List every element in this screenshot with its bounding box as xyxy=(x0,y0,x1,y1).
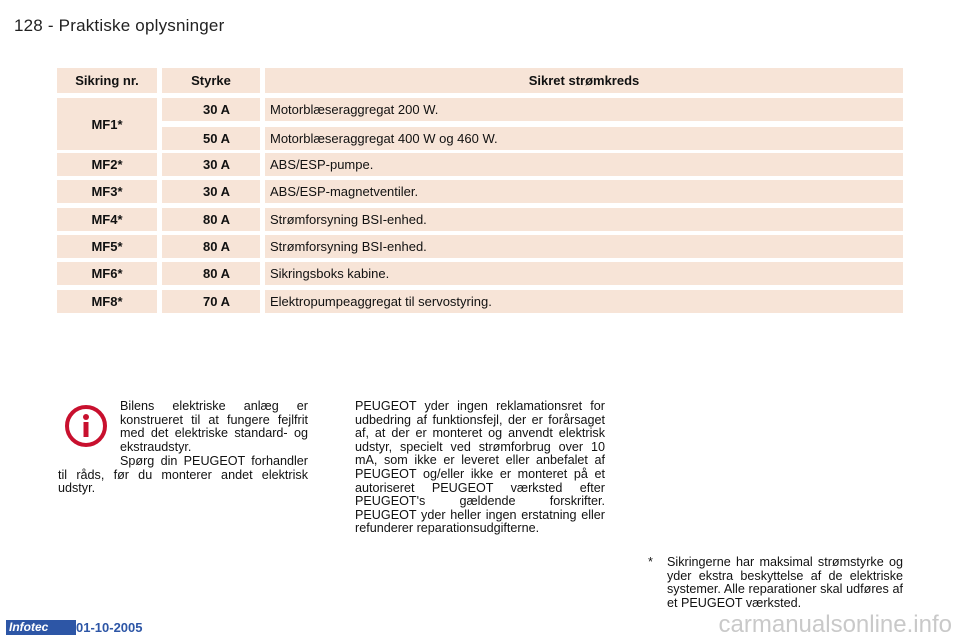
header-circuit: Sikret strømkreds xyxy=(265,68,903,93)
infotec-logo: Infotec xyxy=(6,620,76,635)
footnote-text: Sikringerne har maksimal strømstyrke og yder ekstra beskyttelse af de elektriske systemer. Alle reparationer skal udføres af et PEUGEOT værksted. xyxy=(667,555,903,610)
header-amperage: Styrke xyxy=(162,68,260,93)
header-fuse-number: Sikring nr. xyxy=(57,68,157,93)
fuse-number: MF5* xyxy=(57,235,157,258)
circuit: Motorblæseraggregat 200 W. xyxy=(265,98,903,121)
circuit: Strømforsyning BSI-enhed. xyxy=(265,208,903,231)
fuse-number: MF4* xyxy=(57,208,157,231)
amperage: 50 A xyxy=(162,127,260,150)
circuit: Sikringsboks kabine. xyxy=(265,262,903,285)
table-row xyxy=(57,180,903,203)
table-row xyxy=(57,290,903,313)
circuit: Motorblæseraggregat 400 W og 460 W. xyxy=(265,127,903,150)
amperage: 30 A xyxy=(162,180,260,203)
table-header-row xyxy=(57,68,903,93)
amperage: 30 A xyxy=(162,98,260,121)
table-row xyxy=(57,153,903,176)
circuit: Elektropumpeaggregat til servostyring. xyxy=(265,290,903,313)
amperage: 80 A xyxy=(162,262,260,285)
fuse-number: MF3* xyxy=(57,180,157,203)
amperage: 80 A xyxy=(162,235,260,258)
circuit: ABS/ESP-magnetventiler. xyxy=(265,180,903,203)
circuit: Strømforsyning BSI-enhed. xyxy=(265,235,903,258)
info-paragraph-2: Spørg din PEUGEOT forhandler til råds, før du monterer andet elektrisk udstyr. xyxy=(58,454,308,496)
footnote-marker: * xyxy=(648,555,653,569)
circuit: ABS/ESP-pumpe. xyxy=(265,153,903,176)
amperage: 30 A xyxy=(162,153,260,176)
fuse-number: MF6* xyxy=(57,262,157,285)
watermark: carmanualsonline.info xyxy=(718,611,952,638)
table-row xyxy=(57,235,903,258)
table-row xyxy=(57,208,903,231)
fuse-number: MF1* xyxy=(57,98,157,150)
amperage: 80 A xyxy=(162,208,260,231)
warranty-paragraph: PEUGEOT yder ingen reklamationsret for udbedring af funktionsfejl, der er forårsaget af, at der er monteret og anvendt elektrisk udstyr, specielt ved strømforbrug over 10 mA, som ikke er leveret eller anbefalet af PEUGEOT og/eller ikke er monteret på et autoriseret PEUGEOT værksted efter PEUGEOT's gældende forskrifter. PEUGEOT yder heller ingen erstatning eller refunderer reparationsudgifterne. xyxy=(355,399,605,536)
table-row xyxy=(57,262,903,285)
fuse-number: MF8* xyxy=(57,290,157,313)
info-icon xyxy=(64,404,108,448)
amperage: 70 A xyxy=(162,290,260,313)
page-title: 128 - Praktiske oplysninger xyxy=(14,16,225,35)
print-date: 01-10-2005 xyxy=(76,620,143,635)
table-row xyxy=(57,98,903,150)
info-paragraph-1: Bilens elektriske anlæg er konstrueret til at fungere fejlfrit med det elektriske standard- og ekstraudstyr. xyxy=(120,399,308,454)
fuse-number: MF2* xyxy=(57,153,157,176)
